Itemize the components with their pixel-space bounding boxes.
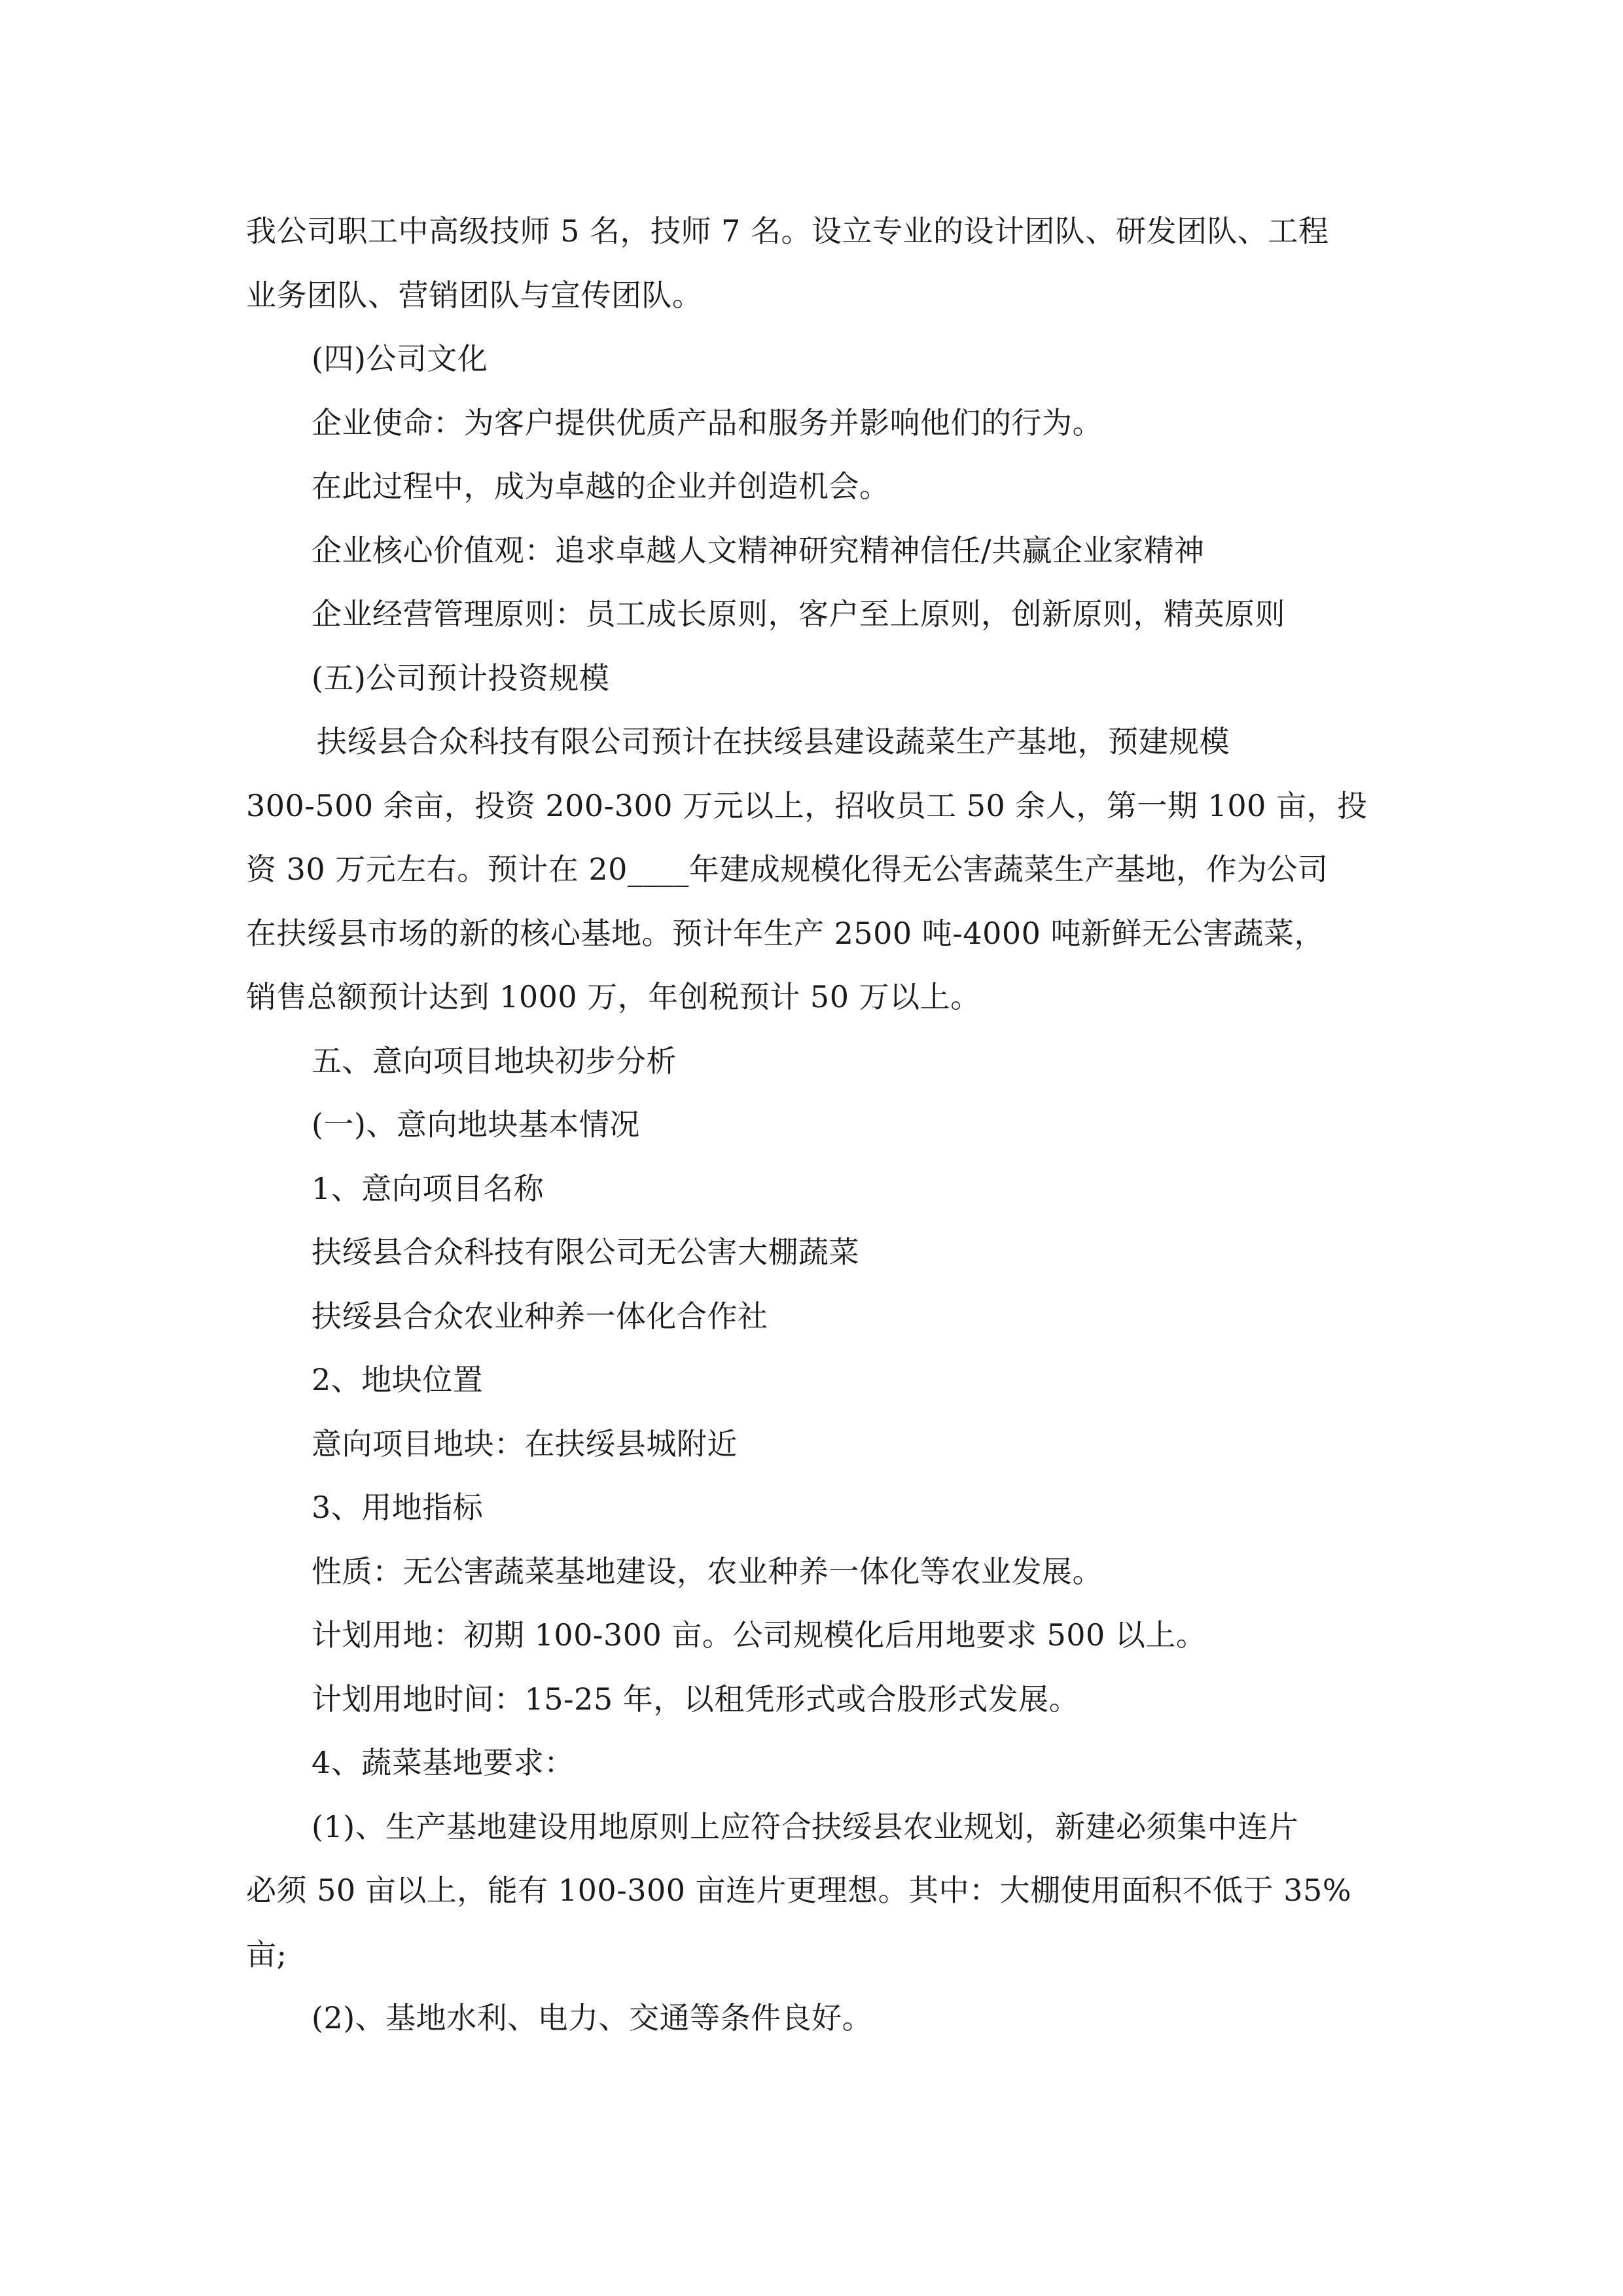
paragraph-line: 必须 50 亩以上，能有 100-300 亩连片更理想。其中：大棚使用面积不低于 35% xyxy=(246,1873,1352,1908)
section-heading: (五)公司预计投资规模 xyxy=(312,660,610,696)
paragraph-line: 扶绥县合众科技有限公司无公害大棚蔬菜 xyxy=(312,1234,859,1270)
paragraph-line: 性质：无公害蔬菜基地建设，农业种养一体化等农业发展。 xyxy=(312,1553,1103,1589)
subsection-heading: 4、蔬菜基地要求： xyxy=(312,1745,575,1780)
paragraph-line: (2)、基地水利、电力、交通等条件良好。 xyxy=(312,2000,873,2036)
paragraph-line: 300-500 余亩，投资 200-300 万元以上，招收员工 50 余人，第一期 100 亩，投 xyxy=(246,787,1368,823)
paragraph-line: 我公司职工中高级技师 5 名，技师 7 名。设立专业的设计团队、研发团队、工程 xyxy=(246,213,1329,249)
paragraph-line: 计划用地时间：15-25 年，以租凭形式或合股形式发展。 xyxy=(312,1681,1080,1717)
document-body xyxy=(246,200,1378,2051)
section-heading: (四)公司文化 xyxy=(312,341,488,376)
paragraph-line: 企业核心价值观：追求卓越人文精神研究精神信任/共赢企业家精神 xyxy=(312,532,1205,568)
paragraph-line: 业务团队、营销团队与宣传团队。 xyxy=(246,277,703,313)
paragraph-line: 在扶绥县市场的新的核心基地。预计年生产 2500 吨-4000 吨新鲜无公害蔬菜， xyxy=(246,915,1325,951)
paragraph-line: 在此过程中，成为卓越的企业并创造机会。 xyxy=(312,469,890,504)
paragraph-line: (1)、生产基地建设用地原则上应符合扶绥县农业规划，新建必须集中连片 xyxy=(312,1808,1299,1844)
paragraph-line: 销售总额预计达到 1000 万，年创税预计 50 万以上。 xyxy=(246,979,981,1014)
section-heading: 五、意向项目地块初步分析 xyxy=(312,1043,677,1079)
paragraph-line: 亩; xyxy=(246,1936,287,1972)
paragraph-line: 计划用地：初期 100-300 亩。公司规模化后用地要求 500 以上。 xyxy=(312,1617,1207,1653)
paragraph-line: 意向项目地块：在扶绥县城附近 xyxy=(312,1426,738,1462)
subsection-heading: 1、意向项目名称 xyxy=(312,1170,544,1206)
paragraph-line: 资 30 万元左右。预计在 20____年建成规模化得无公害蔬菜生产基地，作为公司 xyxy=(246,852,1329,887)
section-heading: (一)、意向地块基本情况 xyxy=(312,1107,640,1142)
subsection-heading: 3、用地指标 xyxy=(312,1490,484,1525)
paragraph-line: 企业使命：为客户提供优质产品和服务并影响他们的行为。 xyxy=(312,404,1103,440)
paragraph-line: 扶绥县合众农业种养一体化合作社 xyxy=(312,1298,768,1334)
paragraph-line: 企业经营管理原则：员工成长原则，客户至上原则，创新原则，精英原则 xyxy=(312,596,1285,632)
paragraph-line: 扶绥县合众科技有限公司预计在扶绥县建设蔬菜生产基地，预建规模 xyxy=(317,724,1230,759)
subsection-heading: 2、地块位置 xyxy=(312,1362,484,1397)
